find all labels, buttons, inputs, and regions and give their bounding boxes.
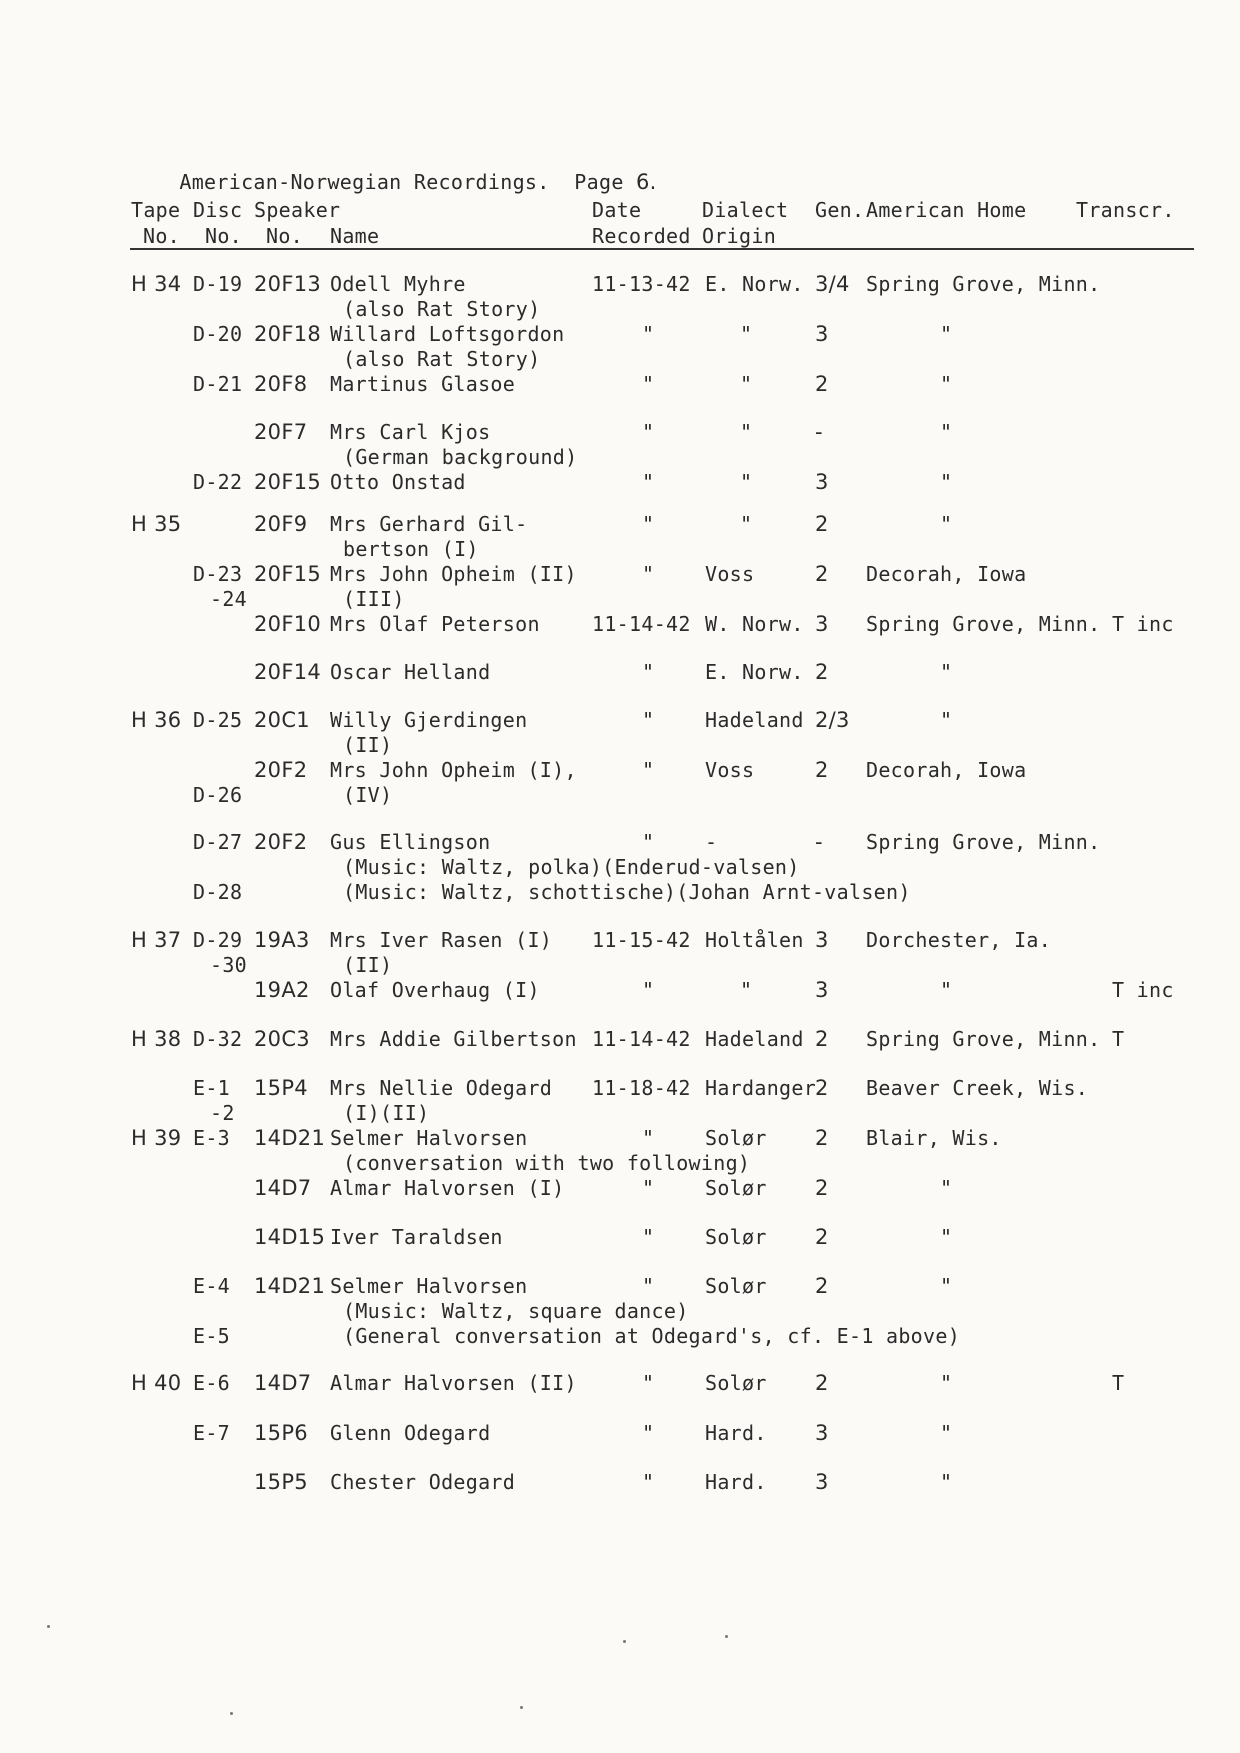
date-recorded: " [642, 512, 655, 536]
speaker-name: Otto Onstad [330, 470, 466, 494]
page-number: 6. [636, 170, 657, 194]
dialect-origin: - [705, 830, 718, 854]
speaker-number: 20F14 [254, 660, 322, 684]
speaker-number: 20F9 [254, 512, 308, 536]
speaker-name: Willard Loftsgordon [330, 322, 565, 346]
date-recorded: 11-15-42 [592, 928, 691, 952]
header-disc-2: No. [205, 224, 243, 248]
date-recorded: " [642, 562, 655, 586]
speaker-number: 19A3 [254, 928, 310, 952]
speaker-name: (III) [343, 587, 405, 611]
header-gen: Gen. [815, 198, 865, 222]
disc-number: E-4 [193, 1274, 231, 1298]
dialect-origin: Hard. [705, 1470, 767, 1494]
speaker-number: 20F15 [254, 562, 322, 586]
american-home: Blair, Wis. [866, 1126, 1002, 1150]
speaker-name: Iver Taraldsen [330, 1225, 503, 1249]
speaker-name: Mrs Iver Rasen (I) [330, 928, 553, 952]
american-home: " [940, 1371, 953, 1395]
speaker-name: (General conversation at Odegard's, cf. E-1 above) [343, 1324, 961, 1348]
speaker-number: 15P6 [254, 1421, 308, 1445]
dialect-origin: " [740, 372, 753, 396]
speaker-name: Mrs Olaf Peterson [330, 612, 540, 636]
transcription-mark: T [1112, 1027, 1125, 1051]
speaker-name: Willy Gjerdingen [330, 708, 528, 732]
generation: 2 [815, 1126, 829, 1150]
speaker-number: 14D15 [254, 1225, 326, 1249]
paper-speck [230, 1712, 233, 1715]
speaker-name: Martinus Glasoe [330, 372, 516, 396]
speaker-number: 20F8 [254, 372, 308, 396]
generation: - [815, 830, 823, 854]
dialect-origin: Hard. [705, 1421, 767, 1445]
generation: 3 [815, 978, 829, 1002]
page-label: Page [574, 170, 624, 194]
speaker-name: (Music: Waltz, schottische)(Johan Arnt-valsen) [343, 880, 911, 904]
date-recorded: " [642, 978, 655, 1002]
dialect-origin: Voss [705, 758, 755, 782]
date-recorded: " [642, 1225, 655, 1249]
disc-number: E-3 [193, 1126, 231, 1150]
speaker-number: 14D21 [254, 1274, 326, 1298]
date-recorded: 11-14-42 [592, 1027, 691, 1051]
speaker-name: Olaf Overhaug (I) [330, 978, 540, 1002]
speaker-name: (I)(II) [343, 1101, 430, 1125]
speaker-name: Mrs John Opheim (I), [330, 758, 577, 782]
generation: 3/4 [815, 272, 850, 296]
dialect-origin: Hardanger [705, 1076, 817, 1100]
dialect-origin: Voss [705, 562, 755, 586]
speaker-name: Odell Myhre [330, 272, 466, 296]
speaker-name: Mrs Carl Kjos [330, 420, 491, 444]
speaker-name: (also Rat Story) [343, 297, 541, 321]
date-recorded: " [642, 1470, 655, 1494]
speaker-name: Gus Ellingson [330, 830, 491, 854]
disc-number: -2 [210, 1101, 235, 1125]
disc-number: D-28 [193, 880, 243, 904]
speaker-name: Glenn Odegard [330, 1421, 491, 1445]
dialect-origin: Solør [705, 1176, 767, 1200]
tape-number: H 36 [131, 708, 182, 732]
date-recorded: " [642, 1371, 655, 1395]
speaker-name: (IV) [343, 783, 393, 807]
disc-number: D-26 [193, 783, 243, 807]
header-dialect-1: Dialect [702, 198, 789, 222]
speaker-number: 20C3 [254, 1027, 310, 1051]
transcription-mark: T [1112, 1371, 1125, 1395]
dialect-origin: " [740, 420, 753, 444]
generation: 2 [815, 512, 829, 536]
speaker-name: (Music: Waltz, square dance) [343, 1299, 689, 1323]
disc-number: E-5 [193, 1324, 231, 1348]
tape-number: H 38 [131, 1027, 182, 1051]
american-home: " [940, 420, 953, 444]
date-recorded: " [642, 420, 655, 444]
generation: - [815, 420, 823, 444]
date-recorded: " [642, 322, 655, 346]
speaker-name: Chester Odegard [330, 1470, 516, 1494]
header-tape-2: No. [143, 224, 181, 248]
speaker-number: 20F2 [254, 830, 308, 854]
american-home: Dorchester, Ia. [866, 928, 1052, 952]
date-recorded: 11-14-42 [592, 612, 691, 636]
american-home: " [940, 1470, 953, 1494]
disc-number: D-23 [193, 562, 243, 586]
date-recorded: " [642, 470, 655, 494]
speaker-name: (II) [343, 953, 393, 977]
speaker-name: Oscar Helland [330, 660, 491, 684]
disc-number: D-20 [193, 322, 243, 346]
dialect-origin: " [740, 512, 753, 536]
header-speaker-2: No. [266, 224, 304, 248]
speaker-name: bertson (I) [343, 537, 479, 561]
transcription-mark: T inc [1112, 978, 1174, 1002]
date-recorded: " [642, 1126, 655, 1150]
speaker-number: 15P4 [254, 1076, 308, 1100]
disc-number: -30 [210, 953, 248, 977]
generation: 3 [815, 1470, 829, 1494]
dialect-origin: E. Norw. [705, 272, 804, 296]
date-recorded: " [642, 1421, 655, 1445]
header-date-2: Recorded [592, 224, 691, 248]
generation: 2 [815, 1371, 829, 1395]
paper-speck [47, 1625, 50, 1628]
speaker-name: Mrs John Opheim (II) [330, 562, 577, 586]
generation: 3 [815, 1421, 829, 1445]
date-recorded: 11-18-42 [592, 1076, 691, 1100]
speaker-name: Mrs Addie Gilbertson [330, 1027, 577, 1051]
speaker-number: 20F15 [254, 470, 322, 494]
disc-number: D-27 [193, 830, 243, 854]
disc-number: D-32 [193, 1027, 243, 1051]
disc-number: -24 [210, 587, 248, 611]
generation: 2 [815, 372, 829, 396]
american-home: Spring Grove, Minn. [866, 612, 1101, 636]
generation: 2 [815, 1076, 829, 1100]
header-name: Name [330, 224, 380, 248]
generation: 2 [815, 758, 829, 782]
date-recorded: " [642, 758, 655, 782]
speaker-name: (II) [343, 733, 393, 757]
disc-number: D-25 [193, 708, 243, 732]
speaker-name: Almar Halvorsen (I) [330, 1176, 565, 1200]
speaker-number: 20F13 [254, 272, 322, 296]
header-date-1: Date [592, 198, 642, 222]
header-disc-1: Disc [193, 198, 243, 222]
disc-number: E-6 [193, 1371, 231, 1395]
generation: 2 [815, 1176, 829, 1200]
date-recorded: 11-13-42 [592, 272, 691, 296]
header-transcr: Transcr. [1076, 198, 1175, 222]
tape-number: H 35 [131, 512, 182, 536]
american-home: " [940, 660, 953, 684]
speaker-name: (German background) [343, 445, 578, 469]
dialect-origin: Hadeland [705, 1027, 804, 1051]
american-home: Beaver Creek, Wis. [866, 1076, 1089, 1100]
dialect-origin: Solør [705, 1225, 767, 1249]
american-home: " [940, 708, 953, 732]
dialect-origin: W. Norw. [705, 612, 804, 636]
american-home: " [940, 978, 953, 1002]
title-text: American-Norwegian Recordings. [179, 170, 550, 194]
generation: 3 [815, 612, 829, 636]
date-recorded: " [642, 830, 655, 854]
disc-number: D-19 [193, 272, 243, 296]
speaker-number: 14D7 [254, 1176, 312, 1200]
date-recorded: " [642, 372, 655, 396]
tape-number: H 39 [131, 1126, 182, 1150]
american-home: " [940, 1176, 953, 1200]
dialect-origin: " [740, 322, 753, 346]
speaker-number: 20C1 [254, 708, 310, 732]
speaker-name: Mrs Nellie Odegard [330, 1076, 553, 1100]
speaker-name: (Music: Waltz, polka)(Enderud-valsen) [343, 855, 800, 879]
dialect-origin: Hadeland [705, 708, 804, 732]
american-home: " [940, 322, 953, 346]
speaker-name: Selmer Halvorsen [330, 1126, 528, 1150]
speaker-number: 20F2 [254, 758, 308, 782]
dialect-origin: Solør [705, 1274, 767, 1298]
american-home: " [940, 512, 953, 536]
disc-number: E-1 [193, 1076, 231, 1100]
generation: 2 [815, 660, 829, 684]
speaker-name: (also Rat Story) [343, 347, 541, 371]
tape-number: H 40 [131, 1371, 182, 1395]
american-home: " [940, 372, 953, 396]
date-recorded: " [642, 1274, 655, 1298]
speaker-number: 20F18 [254, 322, 322, 346]
paper-speck [725, 1635, 728, 1638]
header-dialect-2: Origin [702, 224, 777, 248]
tape-number: H 34 [131, 272, 182, 296]
header-speaker-1: Speaker [254, 198, 341, 222]
dialect-origin: Holtålen [705, 928, 804, 952]
dialect-origin: Solør [705, 1371, 767, 1395]
disc-number: D-22 [193, 470, 243, 494]
speaker-name: Almar Halvorsen (II) [330, 1371, 577, 1395]
disc-number: D-21 [193, 372, 243, 396]
american-home: Spring Grove, Minn. [866, 1027, 1101, 1051]
american-home: Decorah, Iowa [866, 562, 1027, 586]
generation: 2/3 [815, 708, 850, 732]
tape-number: H 37 [131, 928, 182, 952]
speaker-number: 20F10 [254, 612, 322, 636]
generation: 2 [815, 562, 829, 586]
generation: 2 [815, 1274, 829, 1298]
dialect-origin: " [740, 978, 753, 1002]
generation: 2 [815, 1225, 829, 1249]
american-home: Decorah, Iowa [866, 758, 1027, 782]
disc-number: D-29 [193, 928, 243, 952]
dialect-origin: Solør [705, 1126, 767, 1150]
speaker-name: Selmer Halvorsen [330, 1274, 528, 1298]
header-rule [130, 248, 1194, 250]
american-home: " [940, 1225, 953, 1249]
speaker-number: 14D7 [254, 1371, 312, 1395]
speaker-number: 20F7 [254, 420, 308, 444]
paper-speck [623, 1640, 626, 1643]
header-tape-1: Tape [131, 198, 181, 222]
speaker-number: 14D21 [254, 1126, 326, 1150]
generation: 3 [815, 928, 829, 952]
date-recorded: " [642, 660, 655, 684]
american-home: Spring Grove, Minn. [866, 272, 1101, 296]
generation: 3 [815, 470, 829, 494]
american-home: Spring Grove, Minn. [866, 830, 1101, 854]
speaker-number: 19A2 [254, 978, 310, 1002]
american-home: " [940, 1421, 953, 1445]
date-recorded: " [642, 1176, 655, 1200]
generation: 3 [815, 322, 829, 346]
dialect-origin: E. Norw. [705, 660, 804, 684]
disc-number: E-7 [193, 1421, 231, 1445]
speaker-name: Mrs Gerhard Gil- [330, 512, 528, 536]
paper-speck [520, 1706, 523, 1709]
speaker-number: 15P5 [254, 1470, 308, 1494]
header-home: American Home [866, 198, 1027, 222]
dialect-origin: " [740, 470, 753, 494]
date-recorded: " [642, 708, 655, 732]
speaker-name: (conversation with two following) [343, 1151, 751, 1175]
american-home: " [940, 1274, 953, 1298]
generation: 2 [815, 1027, 829, 1051]
transcription-mark: T inc [1112, 612, 1174, 636]
american-home: " [940, 470, 953, 494]
